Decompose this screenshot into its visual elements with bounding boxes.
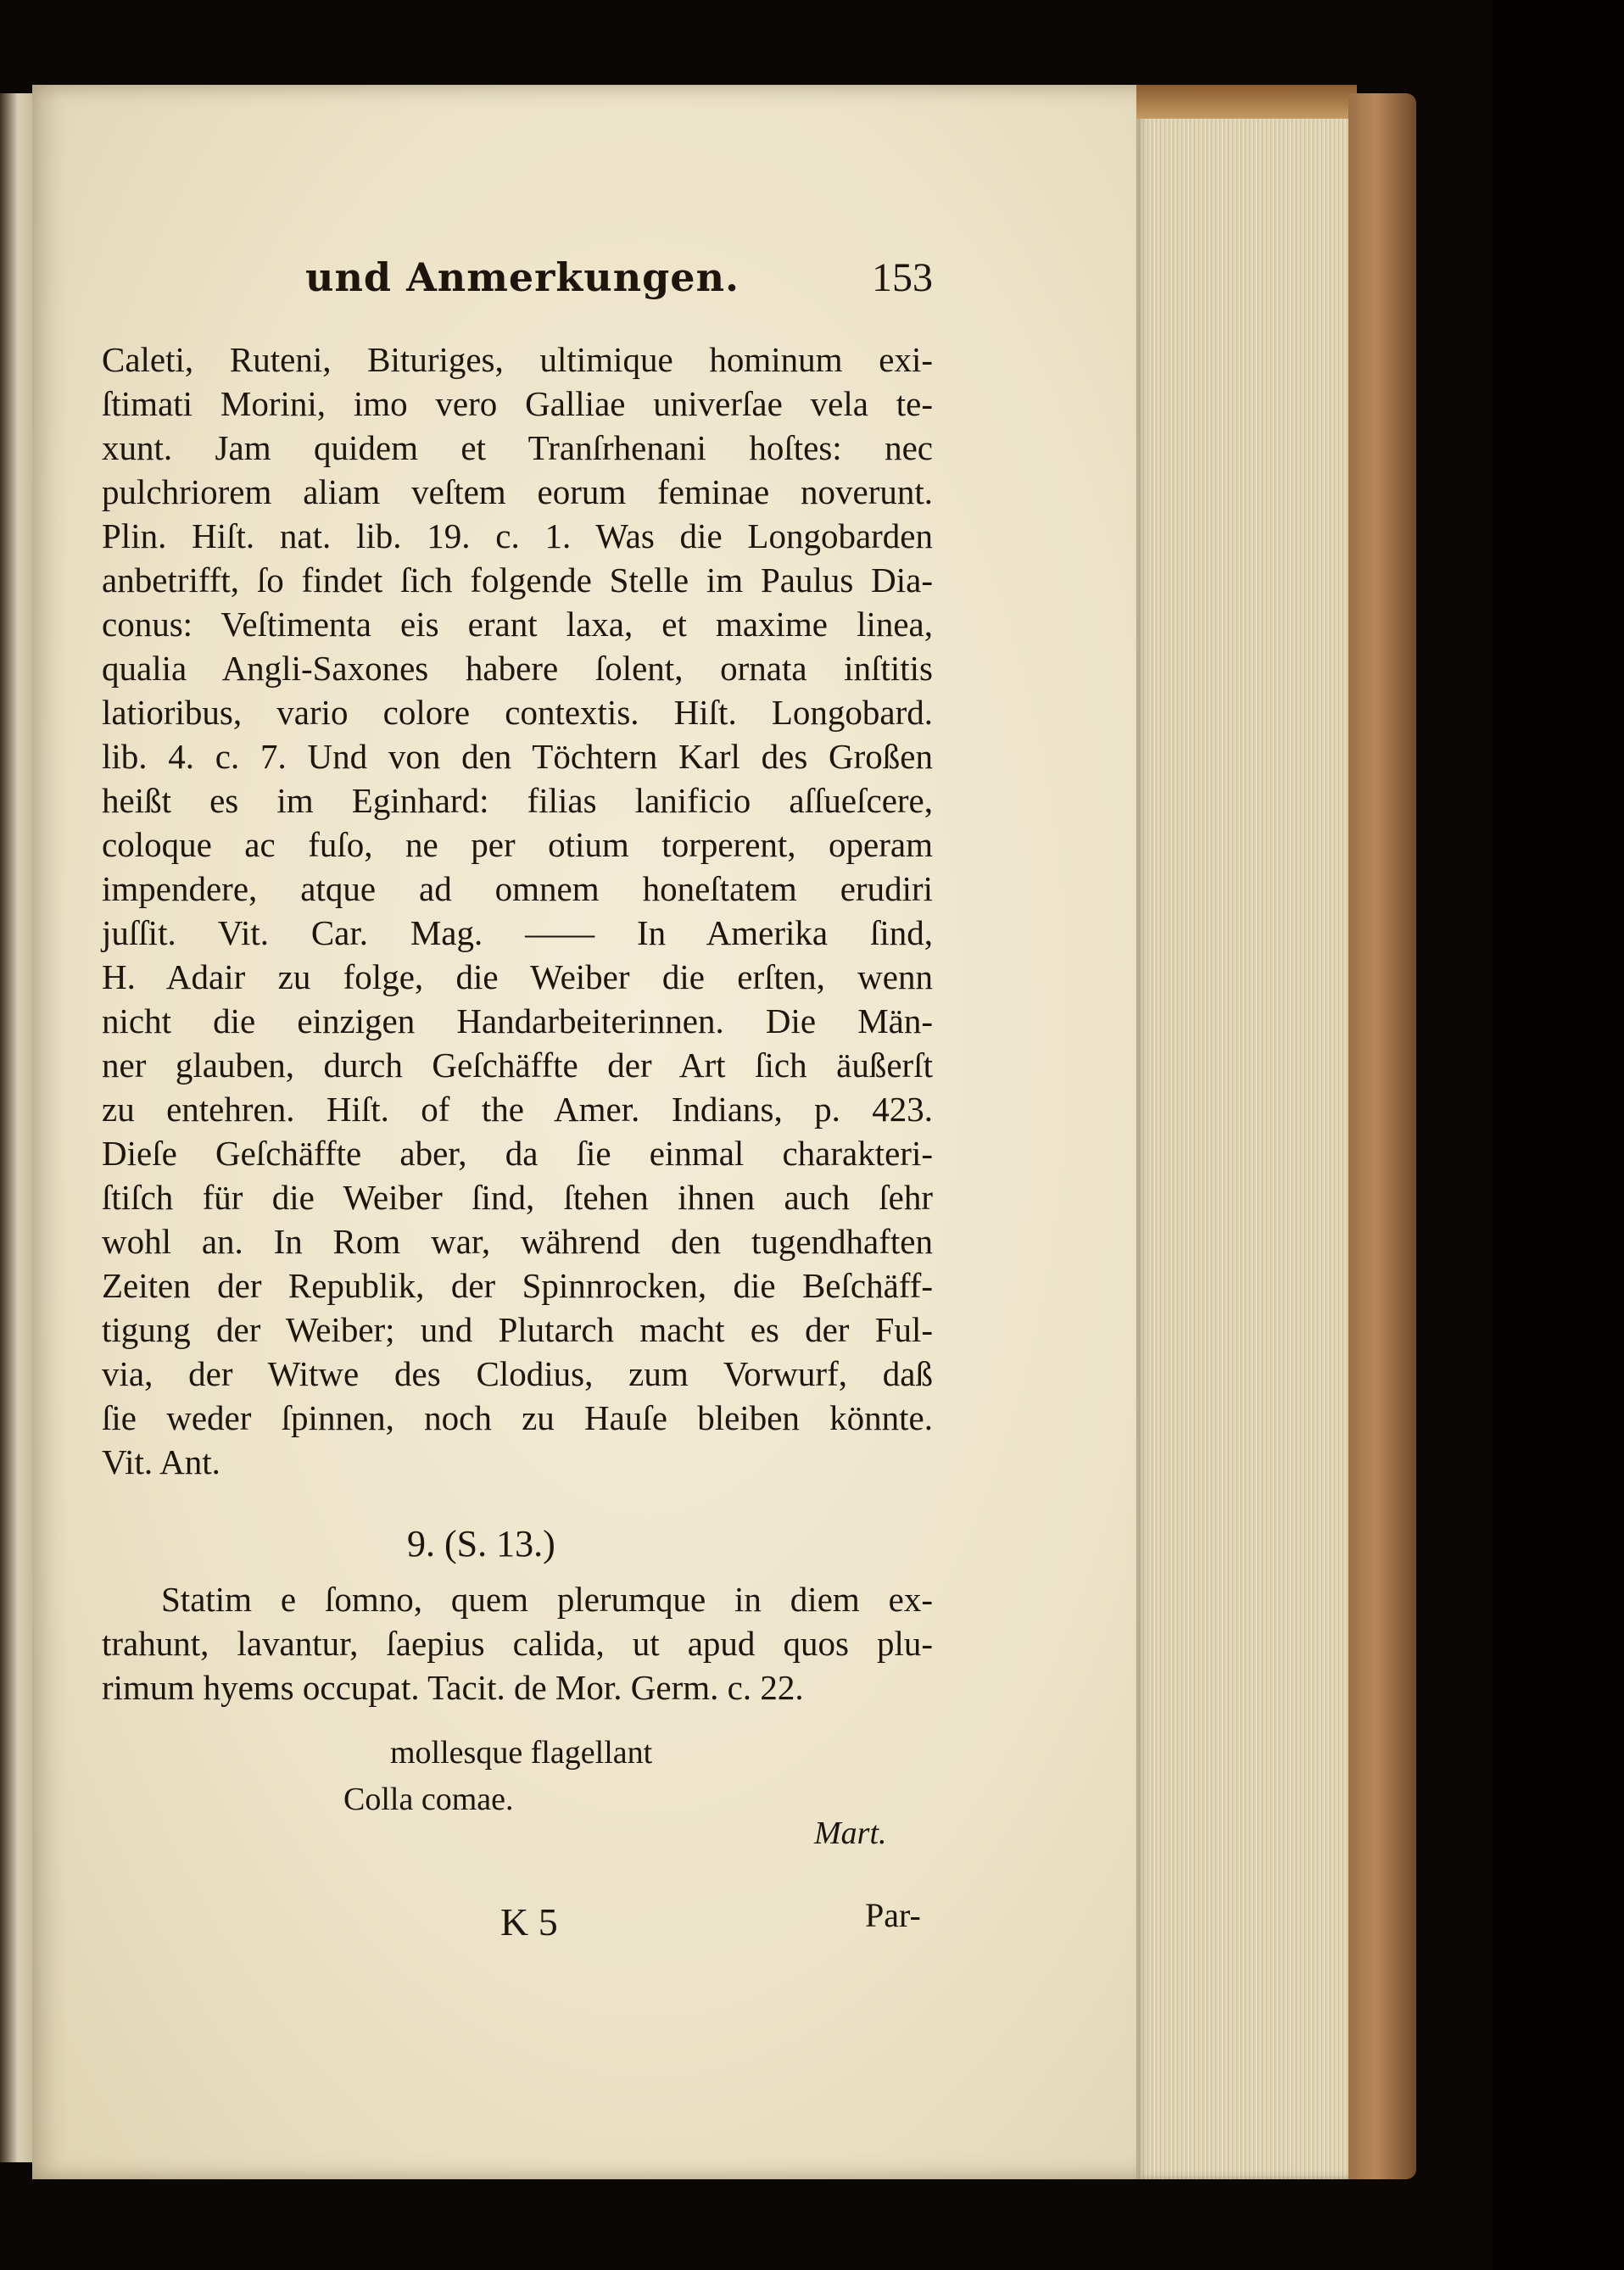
- text-line: ner glauben, durch Geſchäffte der Art ſich äußerſt: [102, 1046, 933, 1085]
- running-head: [305, 254, 950, 314]
- quote-source: Mart.: [814, 1815, 887, 1851]
- text-line: impendere, atque ad omnem honeſtatem erudiri: [102, 869, 933, 908]
- text-line: ſtiſch für die Weiber ſind, ſtehen ihnen auch ſehr: [102, 1178, 933, 1217]
- text-line: Vit. Ant.: [102, 1442, 220, 1481]
- signature-mark: K 5: [500, 1900, 558, 1944]
- text-line: xunt. Jam quidem et Tranſrhenani hoſtes: nec: [102, 428, 933, 467]
- text-line: conus: Veſtimenta eis erant laxa, et maxime linea,: [102, 605, 933, 644]
- text-line: lib. 4. c. 7. Und von den Töchtern Karl des Großen: [102, 737, 933, 776]
- text-line: coloque ac fuſo, ne per otium torperent, operam: [102, 825, 933, 864]
- text-line: zu entehren. Hiſt. of the Amer. Indians, p. 423.: [102, 1090, 933, 1129]
- page-block-top-edge: [1136, 85, 1357, 119]
- quote-line: mollesque flagellant: [390, 1735, 653, 1771]
- text-line: Plin. Hiſt. nat. lib. 19. c. 1. Was die Longobarden: [102, 516, 933, 555]
- text-line: via, der Witwe des Clodius, zum Vorwurf, daß: [102, 1354, 933, 1393]
- text-line: juſſit. Vit. Car. Mag. —— In Amerika ſind,: [102, 913, 933, 952]
- text-line: ſtimati Morini, imo vero Galliae univerſae vela te-: [102, 384, 933, 423]
- page-block-edge: [1136, 85, 1357, 2179]
- text-line: wohl an. In Rom war, während den tugendhaften: [102, 1222, 933, 1261]
- quote-line: Colla comae.: [343, 1782, 514, 1817]
- text-line: trahunt, lavantur, ſaepius calida, ut apud quos plu-: [102, 1624, 933, 1663]
- section-heading: 9. (S. 13.): [407, 1523, 555, 1564]
- running-head-title: und Anmerkungen.: [305, 254, 740, 300]
- text-line: ſie weder ſpinnen, noch zu Hauſe bleiben könnte.: [102, 1398, 933, 1437]
- scan-border: [1493, 0, 1624, 2270]
- text-line: heißt es im Eginhard: filias lanificio aſſueſcere,: [102, 781, 933, 820]
- text-line: latioribus, vario colore contextis. Hiſt. Longobard.: [102, 693, 933, 732]
- text-line: rimum hyems occupat. Tacit. de Mor. Germ. c. 22.: [102, 1668, 804, 1707]
- text-line: anbetrifft, ſo findet ſich folgende Stelle im Paulus Dia-: [102, 561, 933, 600]
- text-line: Dieſe Geſchäffte aber, da ſie einmal charakteri-: [102, 1134, 933, 1173]
- text-line: tigung der Weiber; und Plutarch macht es der Ful-: [102, 1310, 933, 1349]
- text-line: Caleti, Ruteni, Bituriges, ultimique hominum exi-: [102, 340, 933, 379]
- previous-page-edge: [0, 93, 34, 2162]
- text-line: pulchriorem aliam veſtem eorum feminae noverunt.: [102, 472, 933, 511]
- text-line: H. Adair zu folge, die Weiber die erſten, wenn: [102, 957, 933, 996]
- text-line: qualia Angli-Saxones habere ſolent, ornata inſtitis: [102, 649, 933, 688]
- page-number: 153: [872, 255, 933, 300]
- catchword: Par-: [865, 1896, 921, 1934]
- text-line: nicht die einzigen Handarbeiterinnen. Die Män-: [102, 1001, 933, 1040]
- text-line: Statim e ſomno, quem plerumque in diem ex-: [161, 1580, 933, 1619]
- book-cover-edge: [1348, 93, 1416, 2179]
- text-line: Zeiten der Republik, der Spinnrocken, die Beſchäff-: [102, 1266, 933, 1305]
